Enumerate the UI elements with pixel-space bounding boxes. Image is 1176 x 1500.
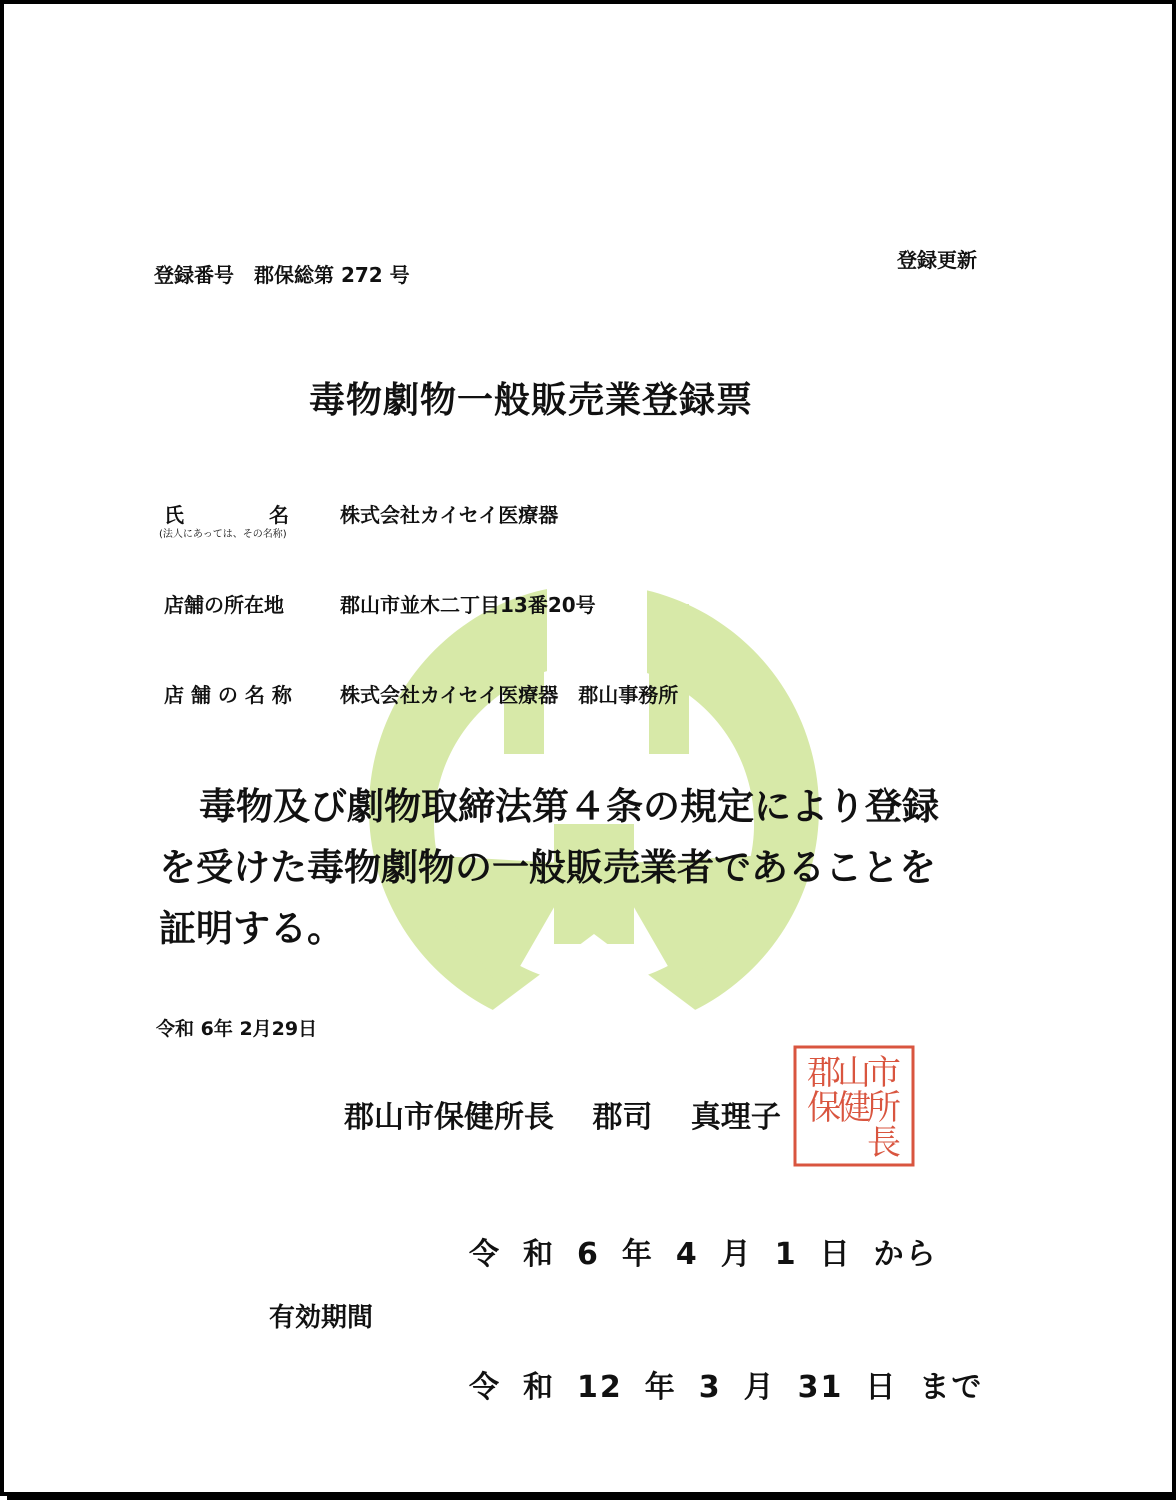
validity-until-part: 年 (644, 1370, 677, 1405)
validity-until-part: 3 (698, 1370, 722, 1405)
official-seal (792, 1044, 916, 1168)
validity-from-part: 1 (774, 1237, 798, 1272)
name-value: 株式会社カイセイ医療器 (340, 503, 559, 527)
renewal-label: 登録更新 (897, 248, 977, 272)
validity-from (469, 1229, 960, 1273)
issuer-surname: 郡司 (592, 1100, 653, 1135)
issuer (344, 1092, 809, 1136)
validity-from-part: 令 (469, 1237, 501, 1272)
name-note: (法人にあっては、その名称) (159, 529, 287, 540)
seal-character: 所 (867, 1088, 901, 1128)
validity-until-part: まで (919, 1370, 984, 1405)
validity-until (469, 1362, 1005, 1406)
validity-from-part: から (873, 1237, 938, 1272)
seal-character: 郡 (807, 1053, 841, 1093)
certification-line-1: 毒物及び劇物取締法第４条の規定により登録 (199, 785, 939, 828)
validity-from-part: 月 (720, 1237, 753, 1272)
issue-date: 令和 6年 2月29日 (156, 1018, 318, 1040)
certification-statement (159, 776, 1039, 959)
seal-character: 山 (837, 1053, 871, 1093)
seal-character: 保 (807, 1088, 841, 1128)
validity-until-part: 和 (523, 1370, 555, 1405)
certification-line-2: を受けた毒物劇物の一般販売業者であることを (159, 846, 936, 889)
seal-character: 長 (867, 1123, 901, 1163)
certification-line-3: 証明する。 (159, 907, 344, 950)
validity-until-part: 31 (797, 1370, 844, 1405)
address-value: 郡山市並木二丁目13番20号 (340, 593, 596, 617)
store-name-value: 株式会社カイセイ医療器 郡山事務所 (340, 683, 679, 707)
issuer-given-name: 真理子 (690, 1100, 781, 1135)
validity-until-part: 日 (865, 1370, 898, 1405)
address-label: 店舗の所在地 (164, 593, 284, 617)
validity-from-part: 6 (577, 1237, 600, 1272)
name-label-left: 氏 (164, 503, 184, 527)
validity-label: 有効期間 (269, 1303, 374, 1333)
validity-from-part: 4 (675, 1237, 699, 1272)
name-label-right: 名 (269, 503, 289, 527)
seal-character: 健 (837, 1088, 871, 1128)
issuer-title: 郡山市保健所長 (344, 1100, 554, 1135)
validity-until-part: 月 (743, 1370, 776, 1405)
validity-until-part: 令 (469, 1370, 501, 1405)
validity-from-part: 日 (819, 1237, 852, 1272)
seal-character: 市 (867, 1053, 901, 1093)
name-label (164, 499, 289, 528)
document-title: 毒物劇物一般販売業登録票 (309, 380, 754, 421)
validity-from-part: 年 (621, 1237, 654, 1272)
store-name-label: 店 舗 の 名 称 (164, 683, 292, 707)
validity-until-part: 12 (577, 1370, 623, 1405)
registration-number: 登録番号 郡保総第 272 号 (154, 263, 410, 287)
validity-from-part: 和 (523, 1237, 555, 1272)
